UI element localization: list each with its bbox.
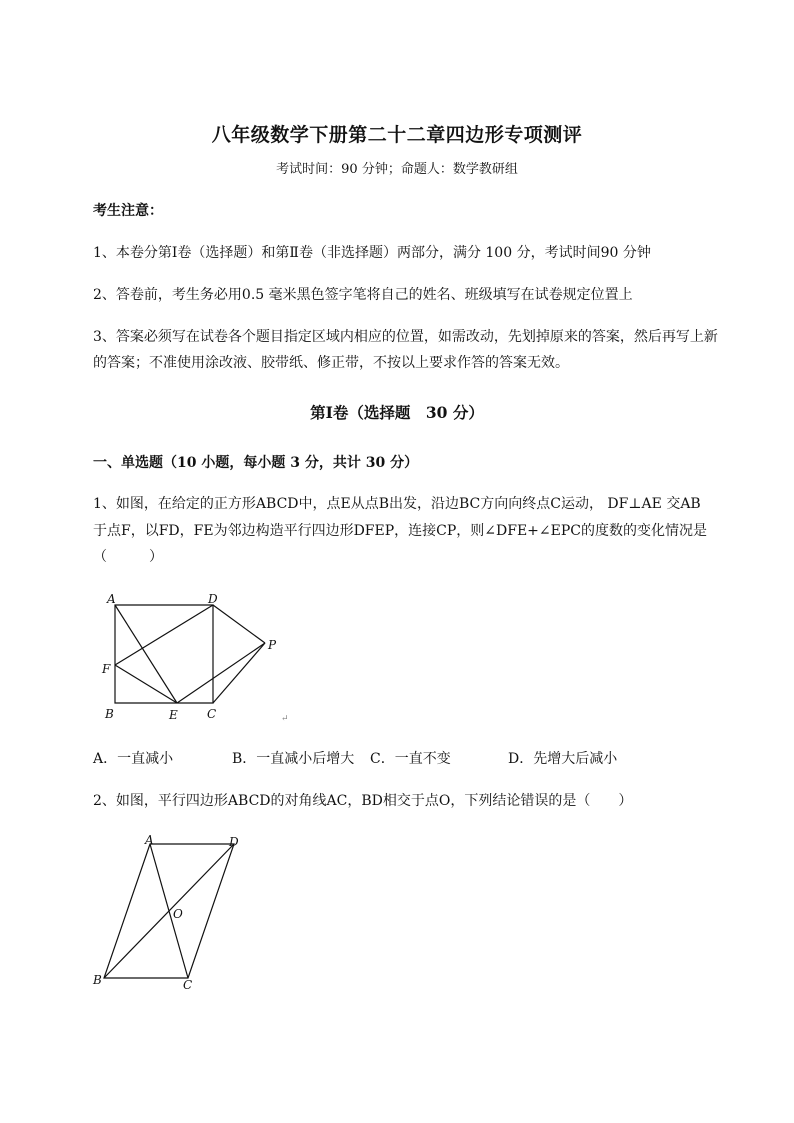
paragraph-mark: ↵ bbox=[281, 714, 289, 724]
segment-dp bbox=[213, 605, 265, 643]
question-1-option-b: B．一直减小后增大 bbox=[232, 751, 355, 767]
part-heading: 一、单选题（10 小题，每小题 3 分，共计 30 分） bbox=[93, 455, 419, 471]
label-e: E bbox=[169, 708, 178, 722]
page-title: 八年级数学下册第二十二章四边形专项测评 bbox=[211, 124, 583, 146]
label-a: A bbox=[145, 833, 154, 847]
notice-item-2: 2、答卷前，考生务必用0.5 毫米黑色签字笔将自己的姓名、班级填写在试卷规定位置上 bbox=[93, 287, 633, 303]
section-title: 第Ⅰ卷（选择题 30 分） bbox=[310, 403, 484, 422]
diagonal-bd bbox=[104, 844, 234, 978]
exam-info: 考试时间：90 分钟；命题人：数学教研组 bbox=[276, 162, 518, 177]
label-p: P bbox=[268, 638, 277, 652]
notice-heading: 考生注意： bbox=[93, 203, 163, 219]
notice-item-3-line-1: 3、答案必须写在试卷各个题目指定区域内相应的位置，如需改动，先划掉原来的答案，然后再写上新 bbox=[93, 329, 718, 345]
question-1-line-1: 1、如图，在给定的正方形ABCD中，点E从点B出发，沿边BC方向向终点C运动， DF⊥AE 交AB bbox=[93, 496, 701, 512]
question-1-line-3: （ ） bbox=[93, 549, 163, 565]
question-1-option-d: D．先增大后减小 bbox=[508, 751, 618, 767]
question-2-line-1: 2、如图，平行四边形ABCD的对角线AC，BD相交于点O，下列结论错误的是（ ） bbox=[93, 793, 633, 809]
question-1-line-2: 于点F，以FD，FE为邻边构造平行四边形DFEP，连接CP，则∠DFE+∠EPC的度数的变化情况是 bbox=[93, 523, 707, 539]
segment-fd bbox=[115, 605, 213, 665]
label-f: F bbox=[102, 662, 111, 676]
label-d: D bbox=[229, 835, 239, 849]
question-2-figure bbox=[88, 832, 258, 997]
notice-item-1: 1、本卷分第Ⅰ卷（选择题）和第Ⅱ卷（非选择题）两部分，满分 100 分，考试时间90 分钟 bbox=[93, 245, 651, 261]
label-b: B bbox=[93, 973, 102, 987]
question-1-option-c: C．一直不变 bbox=[370, 751, 451, 767]
label-c: C bbox=[183, 978, 193, 992]
label-b: B bbox=[105, 707, 114, 721]
question-1-option-a: A．一直减小 bbox=[93, 751, 174, 767]
label-a: A bbox=[107, 592, 116, 606]
segment-fe bbox=[115, 665, 177, 703]
question-1-figure bbox=[95, 585, 295, 730]
label-d: D bbox=[208, 592, 218, 606]
label-o: O bbox=[173, 907, 183, 921]
segment-ae bbox=[115, 605, 177, 703]
notice-item-3-line-2: 的答案；不准使用涂改液、胶带纸、修正带，不按以上要求作答的答案无效。 bbox=[93, 355, 569, 371]
label-c: C bbox=[207, 707, 217, 721]
